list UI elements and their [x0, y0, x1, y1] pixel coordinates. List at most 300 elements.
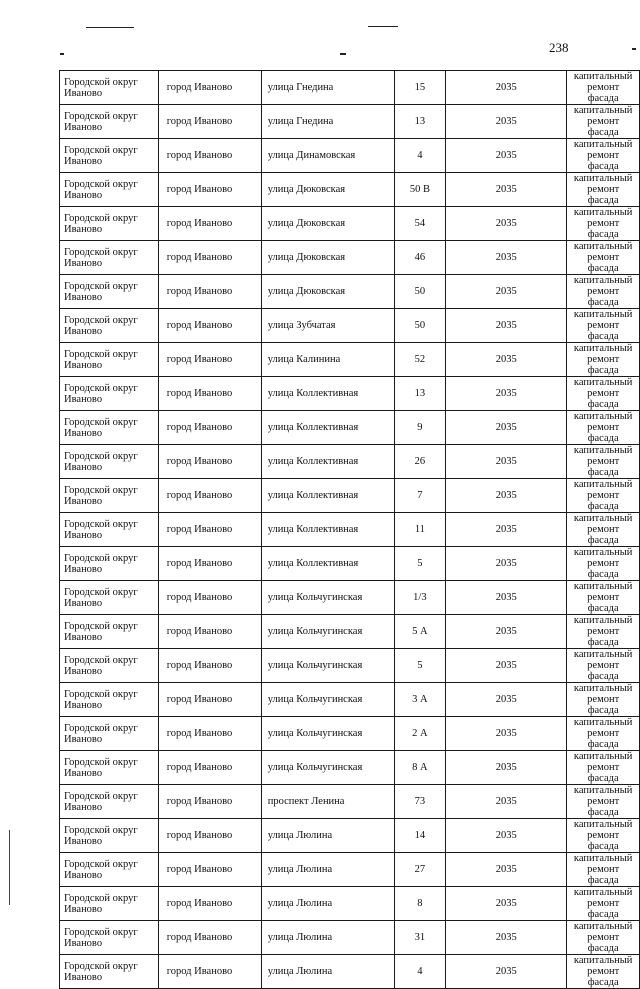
table-row — [60, 513, 640, 547]
table-row — [60, 309, 640, 343]
house-number-cell — [394, 615, 446, 649]
work-type-cell-text: капитальный ремонт фасада — [573, 309, 633, 342]
street-cell — [261, 581, 394, 615]
street-cell-text: улица Динамовская — [267, 150, 356, 161]
city-cell-text: город Иваново — [166, 626, 233, 637]
work-type-cell-text: капитальный ремонт фасада — [573, 649, 633, 682]
work-type-cell — [567, 955, 640, 989]
table-row — [60, 547, 640, 581]
year-cell — [446, 581, 567, 615]
street-cell — [261, 377, 394, 411]
table-row — [60, 683, 640, 717]
city-cell-text: город Иваново — [166, 150, 233, 161]
street-cell — [261, 343, 394, 377]
work-type-cell-text: капитальный ремонт фасада — [573, 853, 633, 886]
work-type-cell-text: капитальный ремонт фасада — [573, 547, 633, 580]
work-type-cell-text: капитальный ремонт фасада — [573, 71, 633, 104]
okrug-cell — [60, 751, 159, 785]
work-type-cell-text: капитальный ремонт фасада — [573, 207, 633, 240]
work-type-cell — [567, 105, 640, 139]
work-type-cell-text: капитальный ремонт фасада — [573, 615, 633, 648]
work-type-cell-text: капитальный ремонт фасада — [573, 105, 633, 138]
table-row — [60, 921, 640, 955]
year-cell-text: 2035 — [495, 762, 517, 773]
table-row — [60, 105, 640, 139]
house-number-cell-text: 50 — [414, 286, 426, 297]
year-cell-text: 2035 — [495, 966, 517, 977]
okrug-cell-text: Городской округ Иваново — [64, 926, 138, 949]
house-number-cell-text: 50 В — [409, 184, 430, 195]
okrug-cell-text: Городской округ Иваново — [64, 484, 138, 507]
table-row — [60, 71, 640, 105]
okrug-cell — [60, 581, 159, 615]
house-number-cell-text: 9 — [417, 422, 423, 433]
street-cell-text: улица Коллективная — [267, 422, 359, 433]
okrug-cell-text: Городской округ Иваново — [64, 960, 138, 983]
work-type-cell — [567, 411, 640, 445]
table-row — [60, 377, 640, 411]
table-row — [60, 717, 640, 751]
house-number-cell — [394, 785, 446, 819]
street-cell — [261, 649, 394, 683]
year-cell — [446, 649, 567, 683]
year-cell — [446, 615, 567, 649]
work-type-cell — [567, 275, 640, 309]
city-cell-text: город Иваново — [166, 966, 233, 977]
table-row — [60, 751, 640, 785]
house-number-cell — [394, 411, 446, 445]
table-row — [60, 887, 640, 921]
street-cell — [261, 479, 394, 513]
work-type-cell-text: капитальный ремонт фасада — [573, 173, 633, 206]
year-cell-text: 2035 — [495, 422, 517, 433]
house-number-cell — [394, 649, 446, 683]
house-number-cell-text: 3 А — [412, 694, 428, 705]
city-cell — [158, 275, 261, 309]
year-cell-text: 2035 — [495, 796, 517, 807]
city-cell — [158, 547, 261, 581]
year-cell — [446, 377, 567, 411]
city-cell — [158, 581, 261, 615]
okrug-cell — [60, 819, 159, 853]
okrug-cell — [60, 717, 159, 751]
street-cell-text: улица Калинина — [267, 354, 341, 365]
work-type-cell — [567, 649, 640, 683]
house-number-cell-text: 4 — [417, 966, 423, 977]
city-cell — [158, 785, 261, 819]
okrug-cell-text: Городской округ Иваново — [64, 416, 138, 439]
table-row — [60, 207, 640, 241]
house-number-cell — [394, 309, 446, 343]
year-cell-text: 2035 — [495, 150, 517, 161]
street-cell-text: улица Кольчугинская — [267, 728, 363, 739]
city-cell-text: город Иваново — [166, 728, 233, 739]
city-cell — [158, 173, 261, 207]
house-number-cell-text: 5 — [417, 660, 423, 671]
okrug-cell — [60, 955, 159, 989]
house-number-cell-text: 13 — [414, 116, 426, 127]
year-cell — [446, 275, 567, 309]
street-cell — [261, 751, 394, 785]
city-cell-text: город Иваново — [166, 524, 233, 535]
work-type-cell — [567, 139, 640, 173]
street-cell-text: улица Коллективная — [267, 456, 359, 467]
okrug-cell-text: Городской округ Иваново — [64, 586, 138, 609]
year-cell — [446, 71, 567, 105]
work-type-cell-text: капитальный ремонт фасада — [573, 581, 633, 614]
house-number-cell-text: 13 — [414, 388, 426, 399]
city-cell-text: город Иваново — [166, 184, 233, 195]
year-cell-text: 2035 — [495, 184, 517, 195]
street-cell-text: улица Коллективная — [267, 558, 359, 569]
year-cell — [446, 921, 567, 955]
okrug-cell-text: Городской округ Иваново — [64, 246, 138, 269]
street-cell — [261, 887, 394, 921]
street-cell-text: улица Люлина — [267, 932, 333, 943]
year-cell — [446, 105, 567, 139]
house-number-cell — [394, 275, 446, 309]
table-body — [60, 71, 640, 989]
work-type-cell-text: капитальный ремонт фасада — [573, 139, 633, 172]
city-cell — [158, 921, 261, 955]
work-type-cell — [567, 377, 640, 411]
okrug-cell — [60, 377, 159, 411]
city-cell-text: город Иваново — [166, 592, 233, 603]
city-cell — [158, 615, 261, 649]
year-cell — [446, 717, 567, 751]
work-type-cell-text: капитальный ремонт фасада — [573, 955, 633, 988]
street-cell — [261, 139, 394, 173]
year-cell — [446, 513, 567, 547]
table-row — [60, 785, 640, 819]
city-cell-text: город Иваново — [166, 320, 233, 331]
okrug-cell-text: Городской округ Иваново — [64, 450, 138, 473]
year-cell-text: 2035 — [495, 592, 517, 603]
table-row — [60, 479, 640, 513]
house-number-cell-text: 5 А — [412, 626, 428, 637]
city-cell-text: город Иваново — [166, 456, 233, 467]
street-cell-text: улица Коллективная — [267, 388, 359, 399]
street-cell — [261, 173, 394, 207]
house-number-cell-text: 27 — [414, 864, 426, 875]
table-row — [60, 819, 640, 853]
street-cell — [261, 683, 394, 717]
street-cell — [261, 275, 394, 309]
house-number-cell — [394, 751, 446, 785]
street-cell-text: улица Кольчугинская — [267, 592, 363, 603]
house-number-cell — [394, 955, 446, 989]
okrug-cell-text: Городской округ Иваново — [64, 756, 138, 779]
okrug-cell — [60, 71, 159, 105]
city-cell-text: город Иваново — [166, 898, 233, 909]
work-type-cell-text: капитальный ремонт фасада — [573, 751, 633, 784]
house-number-cell — [394, 853, 446, 887]
okrug-cell — [60, 445, 159, 479]
street-cell — [261, 547, 394, 581]
city-cell — [158, 751, 261, 785]
year-cell-text: 2035 — [495, 286, 517, 297]
street-cell-text: улица Люлина — [267, 898, 333, 909]
house-number-cell-text: 26 — [414, 456, 426, 467]
street-cell — [261, 819, 394, 853]
okrug-cell — [60, 139, 159, 173]
work-type-cell — [567, 547, 640, 581]
street-cell — [261, 615, 394, 649]
house-number-cell — [394, 581, 446, 615]
street-cell-text: улица Гнедина — [267, 116, 334, 127]
city-cell-text: город Иваново — [166, 660, 233, 671]
okrug-cell-text: Городской округ Иваново — [64, 348, 138, 371]
house-number-cell — [394, 921, 446, 955]
house-number-cell — [394, 241, 446, 275]
house-number-cell — [394, 513, 446, 547]
house-number-cell — [394, 819, 446, 853]
work-type-cell-text: капитальный ремонт фасада — [573, 887, 633, 920]
okrug-cell-text: Городской округ Иваново — [64, 722, 138, 745]
okrug-cell-text: Городской округ Иваново — [64, 110, 138, 133]
house-number-cell-text: 8 — [417, 898, 423, 909]
house-number-cell-text: 1/3 — [413, 592, 427, 603]
work-type-cell — [567, 445, 640, 479]
house-number-cell — [394, 105, 446, 139]
scan-mark — [632, 48, 636, 50]
okrug-cell-text: Городской округ Иваново — [64, 76, 138, 99]
city-cell-text: город Иваново — [166, 354, 233, 365]
work-type-cell-text: капитальный ремонт фасада — [573, 377, 633, 410]
city-cell-text: город Иваново — [166, 796, 233, 807]
city-cell-text: город Иваново — [166, 490, 233, 501]
okrug-cell — [60, 921, 159, 955]
okrug-cell — [60, 479, 159, 513]
scan-mark — [340, 53, 346, 55]
work-type-cell-text: капитальный ремонт фасада — [573, 819, 633, 852]
year-cell — [446, 411, 567, 445]
street-cell-text: проспект Ленина — [267, 796, 345, 807]
okrug-cell — [60, 785, 159, 819]
street-cell-text: улица Люлина — [267, 830, 333, 841]
okrug-cell — [60, 207, 159, 241]
work-type-cell — [567, 581, 640, 615]
year-cell-text: 2035 — [495, 830, 517, 841]
city-cell-text: город Иваново — [166, 830, 233, 841]
year-cell-text: 2035 — [495, 320, 517, 331]
work-type-cell — [567, 887, 640, 921]
work-type-cell — [567, 785, 640, 819]
okrug-cell-text: Городской округ Иваново — [64, 552, 138, 575]
work-type-cell — [567, 513, 640, 547]
house-number-cell — [394, 887, 446, 921]
year-cell-text: 2035 — [495, 116, 517, 127]
okrug-cell-text: Городской округ Иваново — [64, 178, 138, 201]
work-type-cell — [567, 207, 640, 241]
city-cell — [158, 445, 261, 479]
street-cell-text: улица Гнедина — [267, 82, 334, 93]
work-type-cell-text: капитальный ремонт фасада — [573, 785, 633, 818]
work-type-cell — [567, 921, 640, 955]
city-cell-text: город Иваново — [166, 116, 233, 127]
city-cell — [158, 683, 261, 717]
year-cell-text: 2035 — [495, 864, 517, 875]
city-cell-text: город Иваново — [166, 82, 233, 93]
street-cell — [261, 207, 394, 241]
house-number-cell-text: 52 — [414, 354, 426, 365]
city-cell — [158, 71, 261, 105]
year-cell — [446, 479, 567, 513]
house-number-cell-text: 7 — [417, 490, 423, 501]
city-cell — [158, 343, 261, 377]
okrug-cell — [60, 105, 159, 139]
okrug-cell-text: Городской округ Иваново — [64, 518, 138, 541]
city-cell — [158, 241, 261, 275]
city-cell — [158, 377, 261, 411]
house-number-cell-text: 31 — [414, 932, 426, 943]
okrug-cell-text: Городской округ Иваново — [64, 892, 138, 915]
city-cell — [158, 105, 261, 139]
work-type-cell-text: капитальный ремонт фасада — [573, 411, 633, 444]
street-cell-text: улица Люлина — [267, 864, 333, 875]
house-number-cell — [394, 377, 446, 411]
city-cell — [158, 649, 261, 683]
year-cell-text: 2035 — [495, 694, 517, 705]
year-cell — [446, 207, 567, 241]
house-number-cell-text: 4 — [417, 150, 423, 161]
okrug-cell — [60, 241, 159, 275]
city-cell-text: город Иваново — [166, 558, 233, 569]
street-cell-text: улица Люлина — [267, 966, 333, 977]
house-number-cell — [394, 207, 446, 241]
table-row — [60, 955, 640, 989]
okrug-cell-text: Городской округ Иваново — [64, 314, 138, 337]
city-cell — [158, 717, 261, 751]
street-cell-text: улица Кольчугинская — [267, 694, 363, 705]
city-cell-text: город Иваново — [166, 252, 233, 263]
okrug-cell — [60, 649, 159, 683]
street-cell — [261, 309, 394, 343]
table-row — [60, 581, 640, 615]
work-type-cell-text: капитальный ремонт фасада — [573, 343, 633, 376]
street-cell — [261, 445, 394, 479]
house-number-cell — [394, 343, 446, 377]
year-cell-text: 2035 — [495, 456, 517, 467]
house-number-cell — [394, 717, 446, 751]
street-cell-text: улица Коллективная — [267, 524, 359, 535]
year-cell — [446, 683, 567, 717]
work-type-cell-text: капитальный ремонт фасада — [573, 717, 633, 750]
work-type-cell — [567, 853, 640, 887]
year-cell-text: 2035 — [495, 82, 517, 93]
okrug-cell-text: Городской округ Иваново — [64, 790, 138, 813]
street-cell — [261, 71, 394, 105]
street-cell — [261, 105, 394, 139]
margin-line — [9, 830, 10, 905]
year-cell — [446, 751, 567, 785]
street-cell-text: улица Кольчугинская — [267, 762, 363, 773]
year-cell-text: 2035 — [495, 898, 517, 909]
house-number-cell-text: 15 — [414, 82, 426, 93]
scan-mark — [60, 53, 64, 55]
street-cell — [261, 513, 394, 547]
okrug-cell-text: Городской округ Иваново — [64, 144, 138, 167]
work-type-cell-text: капитальный ремонт фасада — [573, 275, 633, 308]
work-type-cell — [567, 343, 640, 377]
work-type-cell-text: капитальный ремонт фасада — [573, 445, 633, 478]
okrug-cell — [60, 309, 159, 343]
street-cell — [261, 411, 394, 445]
year-cell — [446, 309, 567, 343]
table-row — [60, 445, 640, 479]
work-type-cell-text: капитальный ремонт фасада — [573, 513, 633, 546]
city-cell-text: город Иваново — [166, 762, 233, 773]
table-row — [60, 853, 640, 887]
city-cell — [158, 513, 261, 547]
table-row — [60, 241, 640, 275]
house-number-cell-text: 8 А — [412, 762, 428, 773]
city-cell-text: город Иваново — [166, 286, 233, 297]
house-number-cell — [394, 173, 446, 207]
scan-mark — [86, 27, 134, 28]
city-cell — [158, 955, 261, 989]
work-type-cell — [567, 683, 640, 717]
year-cell — [446, 343, 567, 377]
year-cell — [446, 819, 567, 853]
okrug-cell-text: Городской округ Иваново — [64, 654, 138, 677]
house-number-cell-text: 14 — [414, 830, 426, 841]
work-type-cell-text: капитальный ремонт фасада — [573, 683, 633, 716]
work-type-cell-text: капитальный ремонт фасада — [573, 241, 633, 274]
street-cell-text: улица Зубчатая — [267, 320, 336, 331]
okrug-cell — [60, 343, 159, 377]
year-cell — [446, 547, 567, 581]
work-type-cell — [567, 71, 640, 105]
okrug-cell — [60, 547, 159, 581]
city-cell — [158, 139, 261, 173]
house-number-cell-text: 73 — [414, 796, 426, 807]
year-cell-text: 2035 — [495, 354, 517, 365]
house-number-cell-text: 5 — [417, 558, 423, 569]
house-number-cell — [394, 547, 446, 581]
house-number-cell-text: 54 — [414, 218, 426, 229]
street-cell-text: улица Дюковская — [267, 184, 346, 195]
table-row — [60, 649, 640, 683]
table-row — [60, 411, 640, 445]
street-cell — [261, 853, 394, 887]
year-cell-text: 2035 — [495, 728, 517, 739]
work-type-cell — [567, 241, 640, 275]
house-number-cell-text: 50 — [414, 320, 426, 331]
house-number-cell — [394, 71, 446, 105]
street-cell — [261, 785, 394, 819]
house-number-cell — [394, 479, 446, 513]
street-cell-text: улица Кольчугинская — [267, 626, 363, 637]
scan-mark — [368, 26, 398, 27]
work-type-cell-text: капитальный ремонт фасада — [573, 479, 633, 512]
year-cell-text: 2035 — [495, 490, 517, 501]
city-cell — [158, 819, 261, 853]
year-cell — [446, 955, 567, 989]
year-cell-text: 2035 — [495, 218, 517, 229]
year-cell — [446, 853, 567, 887]
street-cell-text: улица Дюковская — [267, 252, 346, 263]
table-row — [60, 615, 640, 649]
street-cell — [261, 955, 394, 989]
street-cell-text: улица Кольчугинская — [267, 660, 363, 671]
addresses-table — [59, 70, 640, 989]
table-row — [60, 173, 640, 207]
city-cell — [158, 479, 261, 513]
okrug-cell — [60, 683, 159, 717]
okrug-cell-text: Городской округ Иваново — [64, 858, 138, 881]
street-cell — [261, 921, 394, 955]
